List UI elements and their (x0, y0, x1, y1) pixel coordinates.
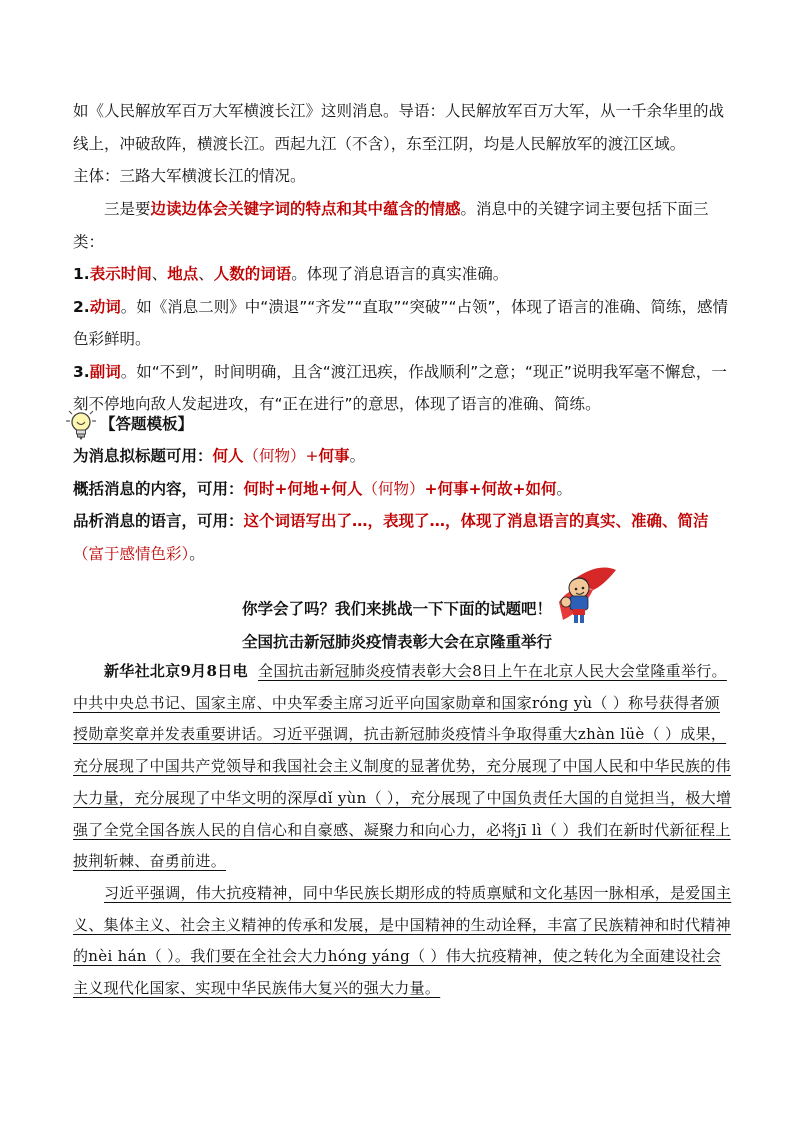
article-body (73, 656, 733, 1005)
lightbulb-icon (66, 405, 96, 445)
text-run: 何人 (212, 447, 244, 465)
text-run: 表示时间 (89, 265, 152, 283)
keyword-list (73, 258, 733, 421)
template-title: 【答题模板】 (100, 415, 194, 433)
intro-block (73, 95, 733, 193)
article-dateline: 新华社北京9月8日电 (104, 662, 248, 680)
article-paragraph-2 (73, 878, 733, 1005)
third-suffix: 。消息中的关键字词主要包括下面三类： (73, 200, 709, 251)
text-run: 、 (198, 265, 214, 283)
text-run: 。如《消息二则》中“溃退”“齐发”“直取”“突破”“占领”，体现了语言的准确、简练，感情色彩鲜明。 (73, 297, 729, 348)
item-number: 2. (73, 297, 90, 316)
text-run: 表现了…， (383, 512, 461, 530)
template-label: 概括消息的内容，可用： (73, 479, 244, 498)
article-title: 全国抗击新冠肺炎疫情表彰大会在京隆重举行 (241, 632, 552, 651)
text-run: （富于感情色彩） (73, 544, 190, 563)
text-run: 。如“不到”，时间明确，且含“渡江迅疾，作战顺利”之意；“现正”说明我军毫不懈怠，一刻不停地向敌人发起进攻，有“正在进行”的意思，体现了语言的准确、简练。 (73, 362, 727, 413)
keyword-item (73, 258, 733, 291)
text-run: 何时+何地+何人 (243, 479, 363, 498)
intro-line-1: 如《人民解放军百万大军横渡长江》这则消息。导语：人民解放军百万大军，从一千余华里的战线上，冲破敌阵，横渡长江。西起九江（不含），东至江阴，均是人民解放军的渡江区域。 (73, 102, 725, 153)
text-run: （何物） (362, 479, 425, 498)
third-point (73, 193, 733, 258)
text-run: 。 (556, 479, 572, 498)
text-run: 人数的词语 (213, 265, 292, 283)
article-paragraph-1 (73, 656, 733, 878)
text-run: 。 (189, 544, 205, 563)
text-run: 副词 (89, 362, 121, 381)
item-number: 1. (73, 265, 90, 283)
text-run: 何事 (318, 447, 350, 465)
template-row (73, 473, 733, 506)
superhero-icon (553, 562, 618, 628)
template-label: 品析消息的语言，可用： (73, 512, 244, 530)
text-run: （何物） (243, 447, 306, 465)
text-run: 。 (349, 447, 366, 465)
third-highlight: 边读边体会关键字词的特点和其中蕴含的情感 (150, 200, 461, 218)
text-run: 体现了消息语言的真实、准确、简洁 (460, 512, 709, 530)
template-rows (73, 440, 733, 570)
template-row (73, 440, 733, 473)
keyword-item (73, 291, 733, 356)
text-run: + (305, 447, 319, 465)
item-number: 3. (73, 362, 90, 381)
intro-line-2: 主体：三路大军横渡长江的情况。 (73, 167, 306, 185)
template-label: 为消息拟标题可用： (73, 447, 213, 465)
text-run: 。体现了消息语言的真实准确。 (291, 265, 509, 283)
text-run: 这个词语写出了…， (243, 512, 384, 530)
article-text-1: 全国抗击新冠肺炎疫情表彰大会8日上午在北京人民大会堂隆重举行。中共中央总书记、国家主席、中央军委主席习近平向国家勋章和国家róng yù（ ）称号获得者颁授勋章奖章并发表重要讲话。习近平强调，抗击新冠肺炎疫情斗争取得重大zhàn lüè（ ）成果，充分展现了中国共产党领导和我国社会主义制度的显著优势，充分展现了中国人民和中华民族的伟大力量，充分展现了中华文明的深厚dǐ yùn（ ），充分展现了中国负责任大国的自觉担当，极大增强了全党全国各族人民的自信心和自豪感、凝聚力和向心力，必将jī lì（ ）我们在新时代新征程上披荆斩棘、奋勇前进。 (73, 662, 732, 871)
text-run: 动词 (89, 297, 121, 316)
text-run: 、 (151, 265, 168, 283)
challenge-heading: 你学会了吗？我们来挑战一下下面的试题吧！ (241, 600, 552, 618)
text-run: 地点 (167, 265, 199, 283)
third-prefix: 三是要 (104, 200, 151, 218)
article-text-2: 习近平强调，伟大抗疫精神，同中华民族长期形成的特质禀赋和文化基因一脉相承，是爱国主义、集体主义、社会主义精神的传承和发展，是中国精神的生动诠释，丰富了民族精神和时代精神的nèi hán（ ）。我们要在全社会大力hóng yáng（ ）伟大抗疫精神，使之转化为全面建设社会主义现代化国家、实现中华民族伟大复兴的强大力量。 (73, 883, 732, 998)
template-row (73, 505, 733, 570)
text-run: +何事+何故+如何 (424, 479, 557, 498)
